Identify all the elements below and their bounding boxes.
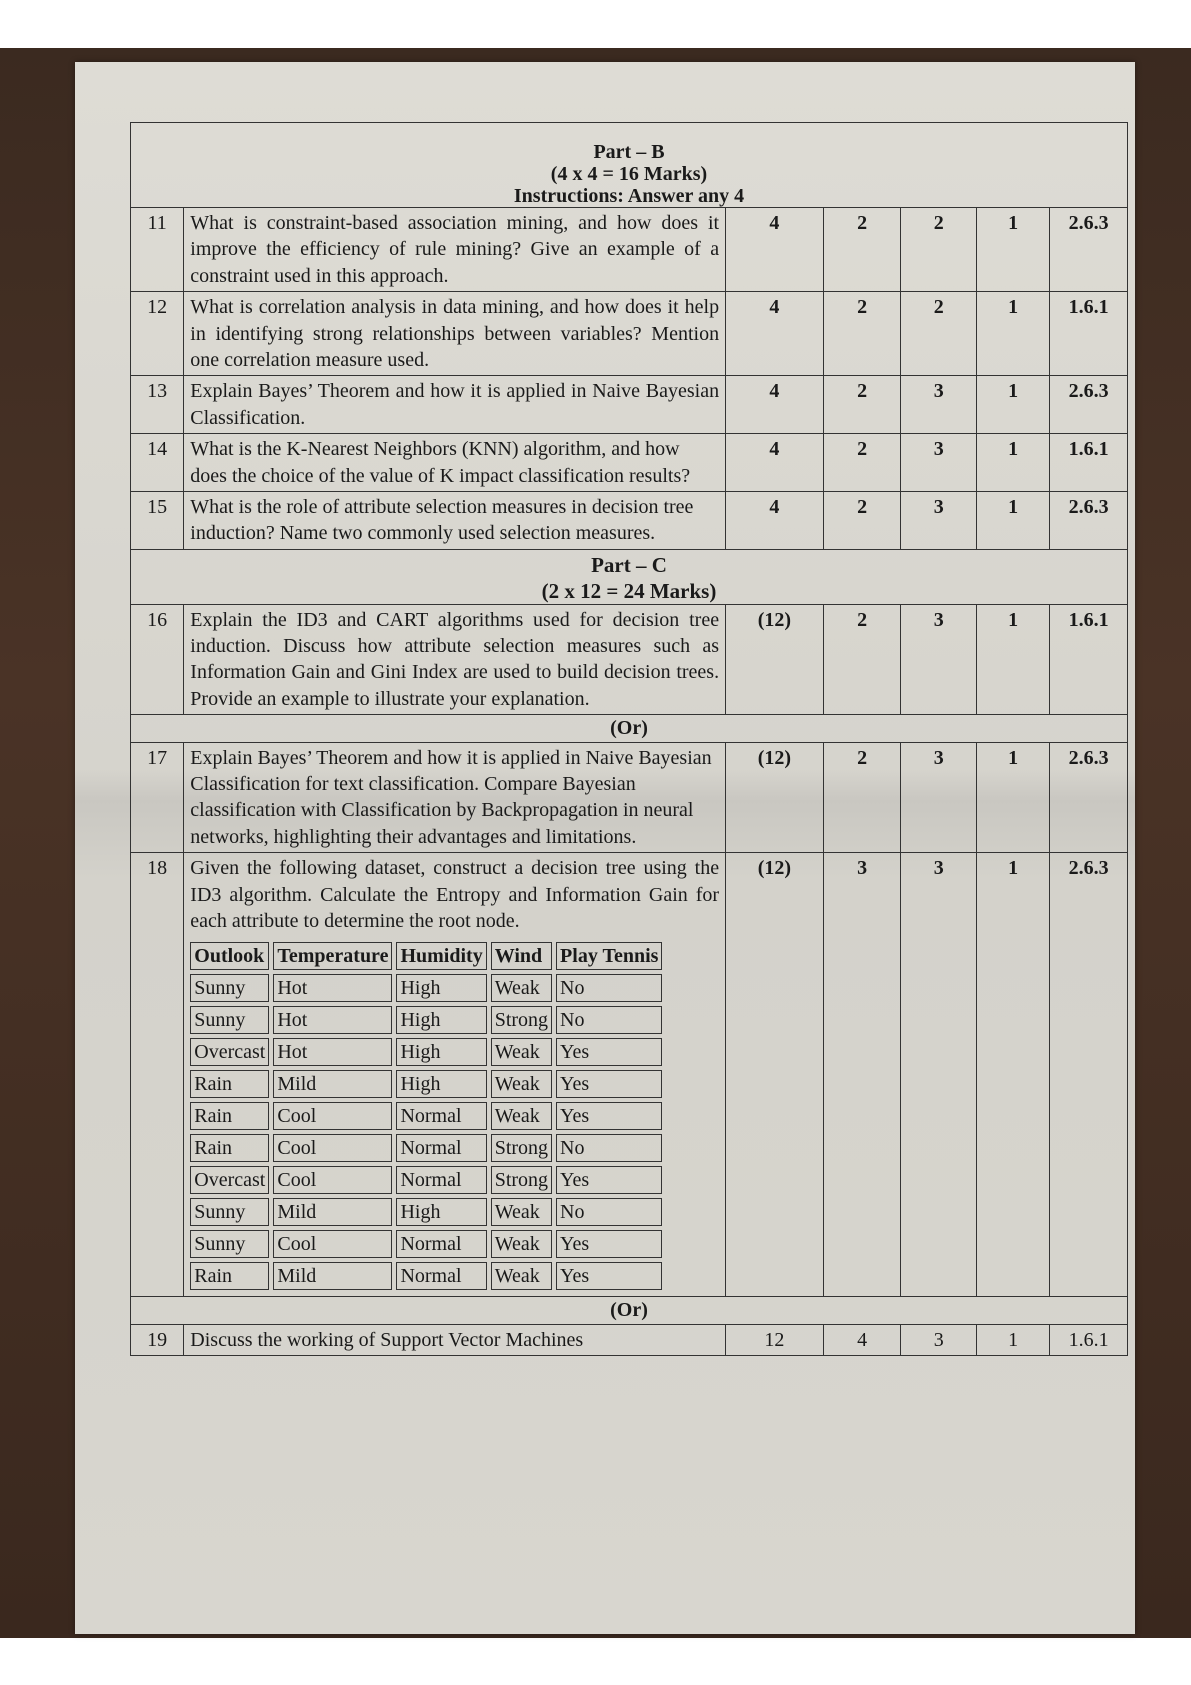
dataset-cell: Weak bbox=[491, 1198, 552, 1226]
question-text: Discuss the working of Support Vector Machines bbox=[184, 1324, 726, 1355]
bl-cell: 3 bbox=[901, 434, 976, 492]
part-b-marks: (4 x 4 = 16 Marks) bbox=[550, 163, 708, 185]
dataset-header-row bbox=[190, 942, 662, 970]
dataset-cell: Sunny bbox=[190, 1230, 269, 1258]
po-cell: 1 bbox=[976, 1324, 1049, 1355]
dataset-cell: Yes bbox=[556, 1038, 662, 1066]
dataset-row bbox=[190, 1070, 662, 1098]
dataset-cell: High bbox=[396, 1198, 486, 1226]
marks-cell: (12) bbox=[726, 604, 824, 715]
marks-cell: 4 bbox=[726, 491, 824, 549]
dataset-cell: Strong bbox=[491, 1134, 552, 1162]
question-table bbox=[130, 122, 1128, 1356]
dataset-cell: Cool bbox=[273, 1166, 392, 1194]
bl-cell: 3 bbox=[901, 853, 976, 1297]
dataset-cell: Sunny bbox=[190, 1006, 269, 1034]
pi-code-cell: 2.6.3 bbox=[1050, 491, 1128, 549]
question-text: Explain Bayes’ Theorem and how it is applied in Naive Bayesian Classification for text classification. Compare Bayesian classification with Classification by Backpropagation in neural networks, highlighting their advantages and limitations. bbox=[184, 742, 726, 853]
dataset-cell: No bbox=[556, 1006, 662, 1034]
dataset-cell: Hot bbox=[273, 1006, 392, 1034]
question-row bbox=[131, 853, 1128, 1297]
dataset-cell: High bbox=[396, 974, 486, 1002]
dataset-cell: No bbox=[556, 1198, 662, 1226]
question-text: Explain Bayes’ Theorem and how it is applied in Naive Bayesian Classification. bbox=[184, 376, 726, 434]
marks-cell: 4 bbox=[726, 292, 824, 376]
question-number: 14 bbox=[131, 434, 184, 492]
question-text: What is the role of attribute selection measures in decision tree induction? Name two commonly used selection measures. bbox=[184, 491, 726, 549]
question-number: 15 bbox=[131, 491, 184, 549]
dataset-cell: Yes bbox=[556, 1070, 662, 1098]
dataset-header: Humidity bbox=[396, 942, 486, 970]
po-cell: 1 bbox=[976, 491, 1049, 549]
co-cell: 2 bbox=[823, 604, 901, 715]
pi-code-cell: 2.6.3 bbox=[1050, 376, 1128, 434]
bl-cell: 3 bbox=[901, 1324, 976, 1355]
dataset-row bbox=[190, 1230, 662, 1258]
dataset-cell: Yes bbox=[556, 1230, 662, 1258]
dataset-cell: Mild bbox=[273, 1262, 392, 1290]
question-text: What is the K-Nearest Neighbors (KNN) algorithm, and how does the choice of the value of K impact classification results? bbox=[184, 434, 726, 492]
dataset-cell: Mild bbox=[273, 1070, 392, 1098]
po-cell: 1 bbox=[976, 853, 1049, 1297]
question-text: What is correlation analysis in data mining, and how does it help in identifying strong relationships between variables? Mention one correlation measure used. bbox=[184, 292, 726, 376]
or-label: (Or) bbox=[131, 1297, 1128, 1324]
co-cell: 3 bbox=[823, 853, 901, 1297]
dataset-row bbox=[190, 1198, 662, 1226]
dataset-cell: Hot bbox=[273, 974, 392, 1002]
dataset-cell: Hot bbox=[273, 1038, 392, 1066]
dataset-cell: High bbox=[396, 1070, 486, 1098]
or-row bbox=[131, 1297, 1128, 1324]
or-label: (Or) bbox=[131, 715, 1128, 742]
dataset-header: Outlook bbox=[190, 942, 269, 970]
dataset-cell: Mild bbox=[273, 1198, 392, 1226]
question-row bbox=[131, 491, 1128, 549]
part-c-header-row bbox=[131, 549, 1128, 604]
pi-code-cell: 2.6.3 bbox=[1050, 853, 1128, 1297]
dataset-cell: Rain bbox=[190, 1102, 269, 1130]
dataset-row bbox=[190, 1102, 662, 1130]
dataset-cell: Normal bbox=[396, 1134, 486, 1162]
pi-code-cell: 1.6.1 bbox=[1050, 434, 1128, 492]
part-b-instructions: Instructions: Answer any 4 bbox=[513, 185, 745, 207]
part-c-marks: (2 x 12 = 24 Marks) bbox=[541, 578, 717, 603]
question-row bbox=[131, 434, 1128, 492]
bl-cell: 3 bbox=[901, 491, 976, 549]
dataset-cell: Cool bbox=[273, 1230, 392, 1258]
co-cell: 2 bbox=[823, 376, 901, 434]
marks-cell: 12 bbox=[726, 1324, 824, 1355]
dataset-cell: High bbox=[396, 1038, 486, 1066]
po-cell: 1 bbox=[976, 292, 1049, 376]
dataset-row bbox=[190, 1038, 662, 1066]
dataset-cell: Strong bbox=[491, 1006, 552, 1034]
dataset-cell: Rain bbox=[190, 1262, 269, 1290]
question-number: 17 bbox=[131, 742, 184, 853]
dataset-cell: Weak bbox=[491, 974, 552, 1002]
or-row bbox=[131, 715, 1128, 742]
part-c-header bbox=[131, 549, 1128, 604]
pi-code-cell: 1.6.1 bbox=[1050, 604, 1128, 715]
pi-code-cell: 2.6.3 bbox=[1050, 742, 1128, 853]
pi-code-cell: 1.6.1 bbox=[1050, 1324, 1128, 1355]
co-cell: 2 bbox=[823, 742, 901, 853]
bl-cell: 3 bbox=[901, 376, 976, 434]
co-cell: 2 bbox=[823, 434, 901, 492]
question-row bbox=[131, 208, 1128, 292]
dataset-cell: Weak bbox=[491, 1262, 552, 1290]
dataset-row bbox=[190, 974, 662, 1002]
question-row bbox=[131, 604, 1128, 715]
dataset-header: Temperature bbox=[273, 942, 392, 970]
bl-cell: 3 bbox=[901, 604, 976, 715]
dataset-cell: Yes bbox=[556, 1262, 662, 1290]
question-number: 16 bbox=[131, 604, 184, 715]
question-number: 19 bbox=[131, 1324, 184, 1355]
part-b-title: Part – B bbox=[593, 141, 665, 163]
question-number: 12 bbox=[131, 292, 184, 376]
dataset-cell: Rain bbox=[190, 1134, 269, 1162]
question-cell bbox=[184, 853, 726, 1297]
question-row bbox=[131, 1324, 1128, 1355]
dataset-cell: Sunny bbox=[190, 1198, 269, 1226]
dataset-row bbox=[190, 1262, 662, 1290]
question-text: Explain the ID3 and CART algorithms used for decision tree induction. Discuss how attribute selection measures such as Information Gain and Gini Index are used to build decision trees. Provide an example to illustrate your explanation. bbox=[184, 604, 726, 715]
co-cell: 2 bbox=[823, 208, 901, 292]
dataset-row bbox=[190, 1166, 662, 1194]
po-cell: 1 bbox=[976, 208, 1049, 292]
dataset-cell: Cool bbox=[273, 1102, 392, 1130]
pi-code-cell: 2.6.3 bbox=[1050, 208, 1128, 292]
po-cell: 1 bbox=[976, 742, 1049, 853]
question-row bbox=[131, 292, 1128, 376]
part-b-header bbox=[131, 123, 1128, 208]
marks-cell: (12) bbox=[726, 853, 824, 1297]
dataset-cell: Strong bbox=[491, 1166, 552, 1194]
po-cell: 1 bbox=[976, 376, 1049, 434]
dataset-cell: Normal bbox=[396, 1262, 486, 1290]
question-row bbox=[131, 742, 1128, 853]
dataset-cell: Weak bbox=[491, 1038, 552, 1066]
question-paper bbox=[130, 122, 1128, 1356]
dataset-cell: Cool bbox=[273, 1134, 392, 1162]
dataset-cell: Weak bbox=[491, 1230, 552, 1258]
co-cell: 2 bbox=[823, 491, 901, 549]
bl-cell: 3 bbox=[901, 742, 976, 853]
dataset-cell: Normal bbox=[396, 1102, 486, 1130]
marks-cell: 4 bbox=[726, 376, 824, 434]
dataset-cell: Weak bbox=[491, 1102, 552, 1130]
dataset-header: Play Tennis bbox=[556, 942, 662, 970]
dataset-cell: Overcast bbox=[190, 1038, 269, 1066]
dataset-cell: Rain bbox=[190, 1070, 269, 1098]
dataset-header: Wind bbox=[491, 942, 552, 970]
question-text: What is constraint-based association mining, and how does it improve the efficiency of rule mining? Give an example of a constraint used in this approach. bbox=[184, 208, 726, 292]
question-number: 11 bbox=[131, 208, 184, 292]
question-row bbox=[131, 376, 1128, 434]
part-b-header-row bbox=[131, 123, 1128, 208]
dataset-cell: Weak bbox=[491, 1070, 552, 1098]
dataset-cell: Normal bbox=[396, 1230, 486, 1258]
po-cell: 1 bbox=[976, 434, 1049, 492]
dataset-row bbox=[190, 1134, 662, 1162]
dataset-cell: No bbox=[556, 1134, 662, 1162]
bl-cell: 2 bbox=[901, 208, 976, 292]
po-cell: 1 bbox=[976, 604, 1049, 715]
dataset-cell: Yes bbox=[556, 1102, 662, 1130]
co-cell: 2 bbox=[823, 292, 901, 376]
marks-cell: (12) bbox=[726, 742, 824, 853]
co-cell: 4 bbox=[823, 1324, 901, 1355]
dataset-cell: Normal bbox=[396, 1166, 486, 1194]
part-c-title: Part – C bbox=[591, 552, 667, 577]
question-number: 13 bbox=[131, 376, 184, 434]
dataset-cell: High bbox=[396, 1006, 486, 1034]
dataset-cell: Overcast bbox=[190, 1166, 269, 1194]
dataset-table bbox=[186, 938, 666, 1294]
marks-cell: 4 bbox=[726, 434, 824, 492]
question-number: 18 bbox=[131, 853, 184, 1297]
question-text: Given the following dataset, construct a decision tree using the ID3 algorithm. Calculate the Entropy and Information Gain for each attribute to determine the root node. bbox=[190, 857, 720, 932]
dataset-cell: No bbox=[556, 974, 662, 1002]
dataset-row bbox=[190, 1006, 662, 1034]
bl-cell: 2 bbox=[901, 292, 976, 376]
pi-code-cell: 1.6.1 bbox=[1050, 292, 1128, 376]
marks-cell: 4 bbox=[726, 208, 824, 292]
dataset-cell: Yes bbox=[556, 1166, 662, 1194]
dataset-cell: Sunny bbox=[190, 974, 269, 1002]
